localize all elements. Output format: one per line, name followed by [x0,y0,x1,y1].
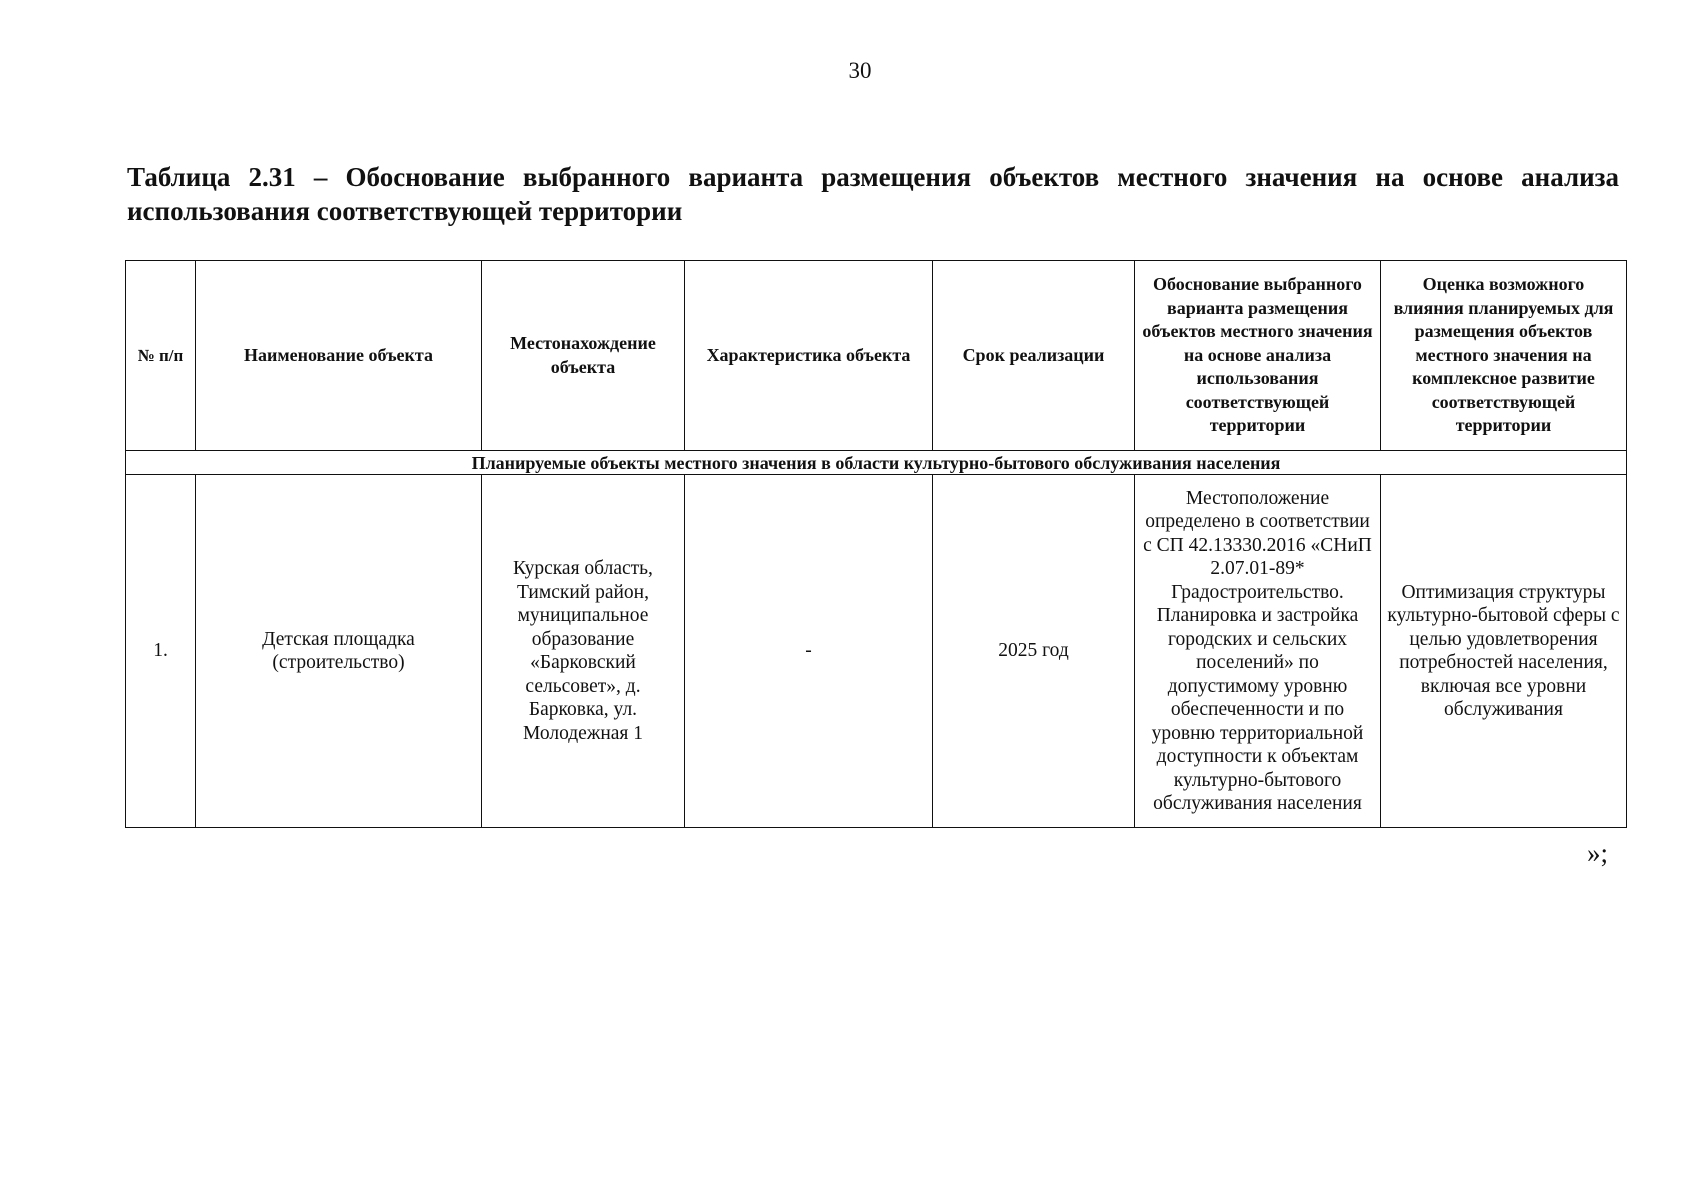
header-row [126,261,1627,451]
closing-quote-mark: »; [1587,838,1609,868]
header-term: Срок реализации [933,261,1135,451]
header-assessment: Оценка возможного влияния планируемых для размещения объектов местного значения на комплексное развитие соответствующей территории [1381,261,1627,451]
cell-term: 2025 год [933,475,1135,828]
header-location: Местонахождение объекта [482,261,685,451]
cell-justification: Местоположение определено в соответствии с СП 42.13330.2016 «СНиП 2.07.01-89* Градостроительство. Планировка и застройка городских и сельских поселений» по допустимому уровню обеспеченности и по уровню территориальной доступности к объектам культурно-бытового обслуживания населения [1135,475,1381,828]
page-number: 30 [848,58,872,83]
header-characteristic: Характеристика объекта [685,261,933,451]
table-row [126,475,1627,828]
cell-name: Детская площадка (строительство) [196,475,482,828]
section-row [126,451,1627,475]
cell-location: Курская область, Тимский район, муниципальное образование «Барковский сельсовет», д. Барковка, ул. Молодежная 1 [482,475,685,828]
cell-number: 1. [126,475,196,828]
table-title: Таблица 2.31 – Обоснование выбранного варианта размещения объектов местного значения на основе анализа использования соответствующей территории [127,162,1619,226]
objects-table [125,260,1627,828]
cell-assessment: Оптимизация структуры культурно-бытовой сферы с целью удовлетворения потребностей населения, включая все уровни обслуживания [1381,475,1627,828]
section-title: Планируемые объекты местного значения в области культурно-бытового обслуживания населения [126,451,1627,475]
cell-characteristic: - [685,475,933,828]
header-name: Наименование объекта [196,261,482,451]
header-number: № п/п [126,261,196,451]
header-justification: Обоснование выбранного варианта размещения объектов местного значения на основе анализа использования соответствующей территории [1135,261,1381,451]
